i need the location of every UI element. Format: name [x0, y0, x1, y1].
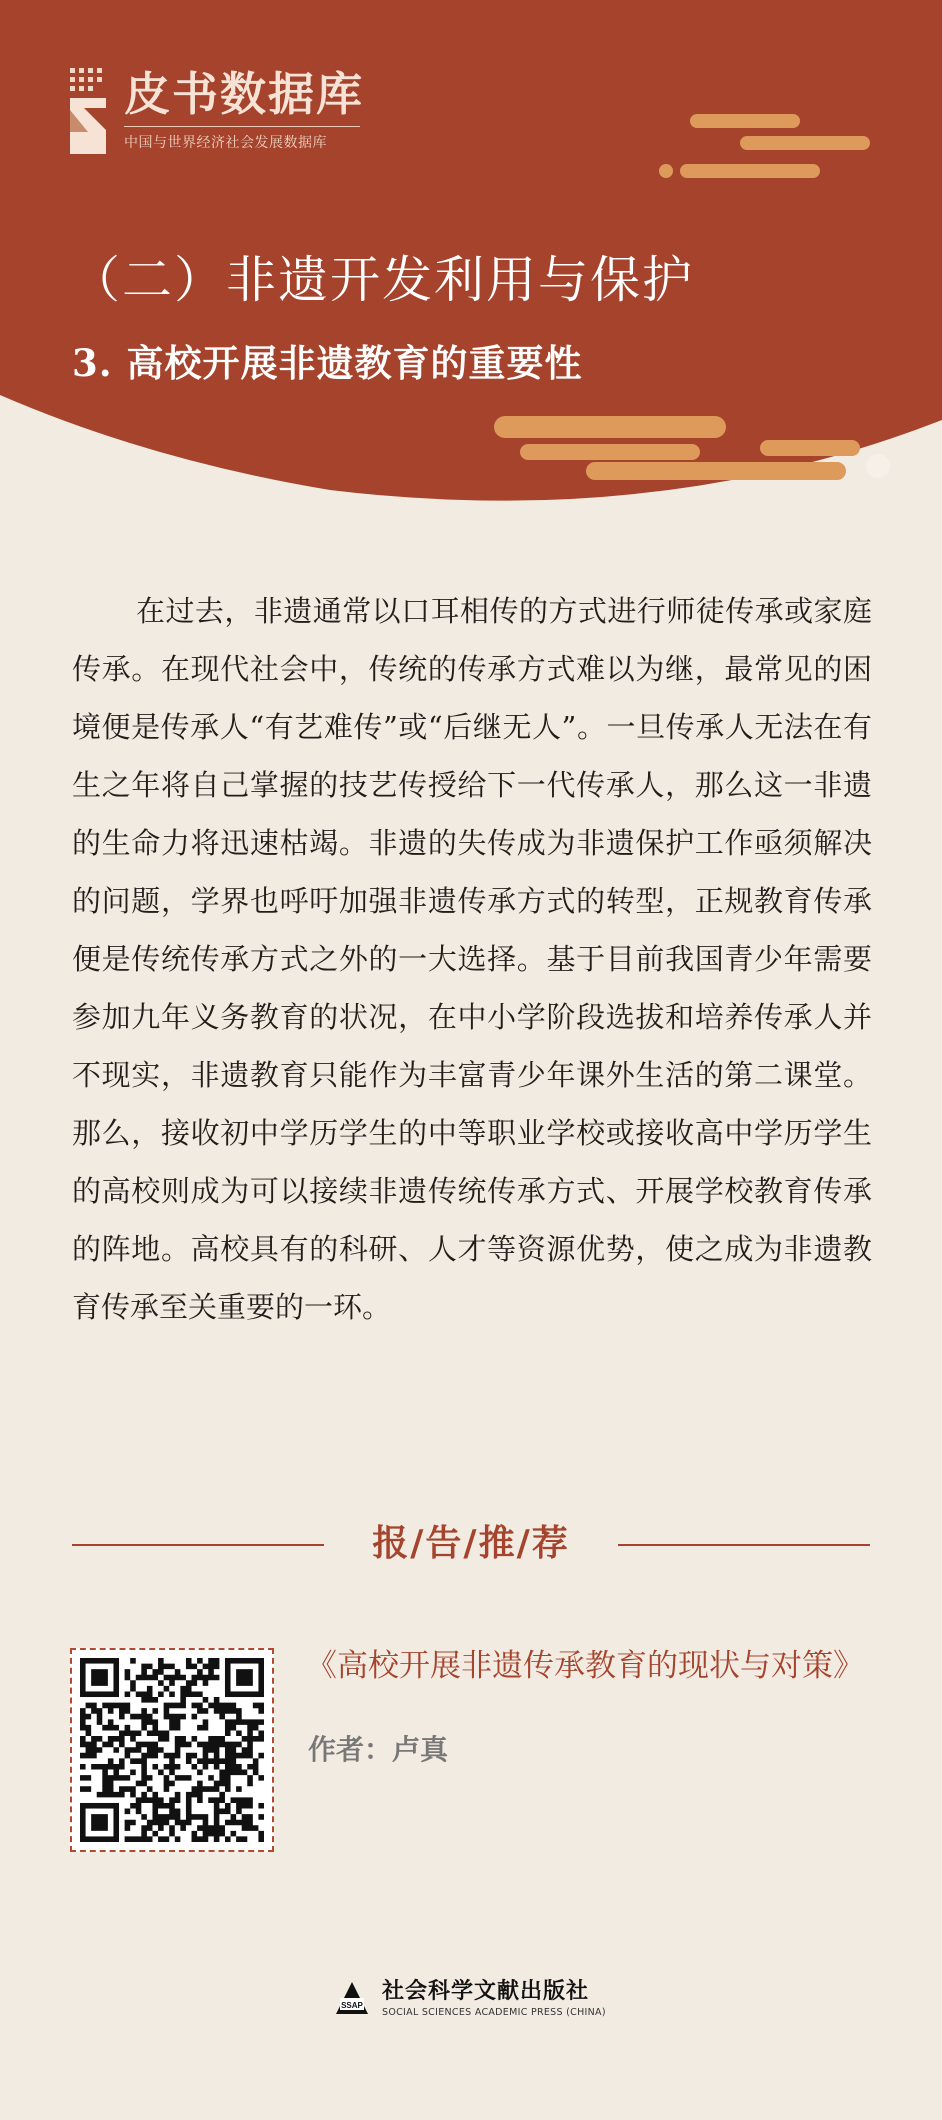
- section-title: （二）非遗开发利用与保护: [70, 251, 694, 309]
- divider-right: [618, 1544, 870, 1546]
- author: 作者：卢真: [308, 1733, 449, 1766]
- subsection-title: 3. 高校开展非遗教育的重要性: [72, 341, 583, 385]
- logo-title: 皮书数据库: [124, 67, 364, 121]
- publisher-name-en: SOCIAL SCIENCES ACADEMIC PRESS (CHINA): [382, 2007, 606, 2018]
- logo-icon: [70, 68, 114, 156]
- logo-subtitle: 中国与世界经济社会发展数据库: [124, 135, 327, 151]
- publisher-logo-icon: [334, 1980, 370, 2016]
- divider-left: [72, 1544, 324, 1546]
- recommendation-heading: 报/告/推/荐: [372, 1523, 570, 1564]
- publisher-name: 社会科学文献出版社: [382, 1979, 590, 2004]
- body-paragraph: 在过去，非遗通常以口耳相传的方式进行师徒传承或家庭传承。在现代社会中，传统的传承方式难以为继，最常见的困境便是传承人“有艺难传”或“后继无人”。一旦传承人无法在有生之年将自己掌握的技艺传授给下一代传承人，那么这一非遗的生命力将迅速枯竭。非遗的失传成为非遗保护工作亟须解决的问题，学界也呼吁加强非遗传承方式的转型，正规教育传承便是传统传承方式之外的一大选择。基于目前我国青少年需要参加九年义务教育的状况，在中小学阶段选拔和培养传承人并不现实，非遗教育只能作为丰富青少年课外生活的第二课堂。那么，接收初中学历学生的中等职业学校或接收高中学历学生的高校则成为可以接续非遗传统传承方式、开展学校教育传承的阵地。高校具有的科研、人才等资源优势，使之成为非遗教育传承至关重要的一环。: [72, 594, 872, 1324]
- qr-code-icon: [80, 1658, 264, 1842]
- publisher-logo-text: SSAP: [341, 2001, 363, 2010]
- qr-code[interactable]: [70, 1648, 274, 1852]
- logo-divider: [124, 126, 360, 127]
- book-title-link[interactable]: 《高校开展非遗传承教育的现状与对策》: [306, 1648, 864, 1684]
